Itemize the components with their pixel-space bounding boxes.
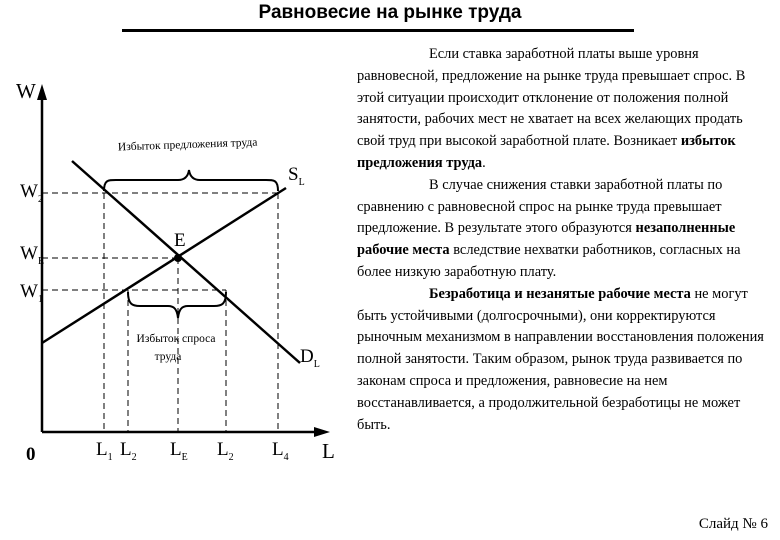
x-label-l2: $L_2$ bbox=[120, 439, 137, 463]
y-label-w2: $W_2$ bbox=[20, 181, 43, 205]
labor-market-diagram bbox=[0, 50, 350, 470]
page-title: Равновесие на рынке труда bbox=[258, 2, 522, 23]
surplus-supply-label: Избыток предложения труда bbox=[117, 136, 258, 154]
title-divider bbox=[122, 29, 634, 32]
y-label-we: $W_E$ bbox=[20, 243, 45, 267]
supply-label: $S_L$ bbox=[288, 164, 305, 188]
equilibrium-point bbox=[174, 254, 182, 262]
surplus-supply-term: избыток предложения труда bbox=[357, 133, 736, 171]
x-axis-arrow bbox=[314, 427, 330, 437]
y-label-w1: $W_1$ bbox=[20, 281, 43, 305]
paragraph-2: В случае снижения ставки заработной платы по сравнению с равновесной спрос на рынке труда превышает предложение. В результате этого образуются незаполненные рабочие места вследствие нехватки работников, согласных на более низкую заработную плату. bbox=[357, 176, 741, 280]
paragraph-1: Если ставка заработной платы выше уровня равновесной, предложение на рынке труда превышает спрос. В этой ситуации происходит отклонение от положения полной занятости, рабочих мест не хватает на всех желающих продать свой труд при высокой заработной плате. Возникает избыток предложения труда. bbox=[357, 46, 746, 171]
surplus-supply-brace bbox=[104, 170, 278, 191]
origin-label: 0 bbox=[26, 444, 36, 465]
paragraph-3: Безработица и незанятые рабочие места не могут быть устойчивыми (долгосрочными), они корректируются рыночным механизмом в направлении восстановления положения полной занятости. Таким образом, рынок труда развивается по законам спроса и предложения, равновесие на нем восстанавливается, а продолжительной безработицы не может быть. bbox=[357, 285, 764, 433]
x-axis-title: L bbox=[322, 439, 335, 463]
unemployment-term: Безработица и незанятые рабочие места bbox=[429, 285, 691, 302]
surplus-demand-brace bbox=[128, 292, 226, 318]
x-label-le: $L_E$ bbox=[170, 439, 188, 463]
demand-label: $D_L$ bbox=[300, 346, 320, 370]
surplus-demand-label-1: Избыток спроса bbox=[136, 333, 216, 345]
surplus-demand-label-2: труда bbox=[154, 351, 182, 363]
slide-number: Слайд № 6 bbox=[698, 516, 768, 532]
unfilled-jobs-term: незаполненные рабочие места bbox=[357, 220, 736, 259]
x-label-l4: $L_4$ bbox=[272, 439, 289, 463]
x-label-l2-second: $L_2$ bbox=[217, 439, 234, 463]
equilibrium-label: E bbox=[174, 230, 186, 251]
y-axis-title: W bbox=[16, 79, 36, 103]
y-axis-arrow bbox=[37, 84, 47, 100]
explanation-text bbox=[357, 44, 767, 436]
x-label-l1: $L_1$ bbox=[96, 439, 113, 463]
